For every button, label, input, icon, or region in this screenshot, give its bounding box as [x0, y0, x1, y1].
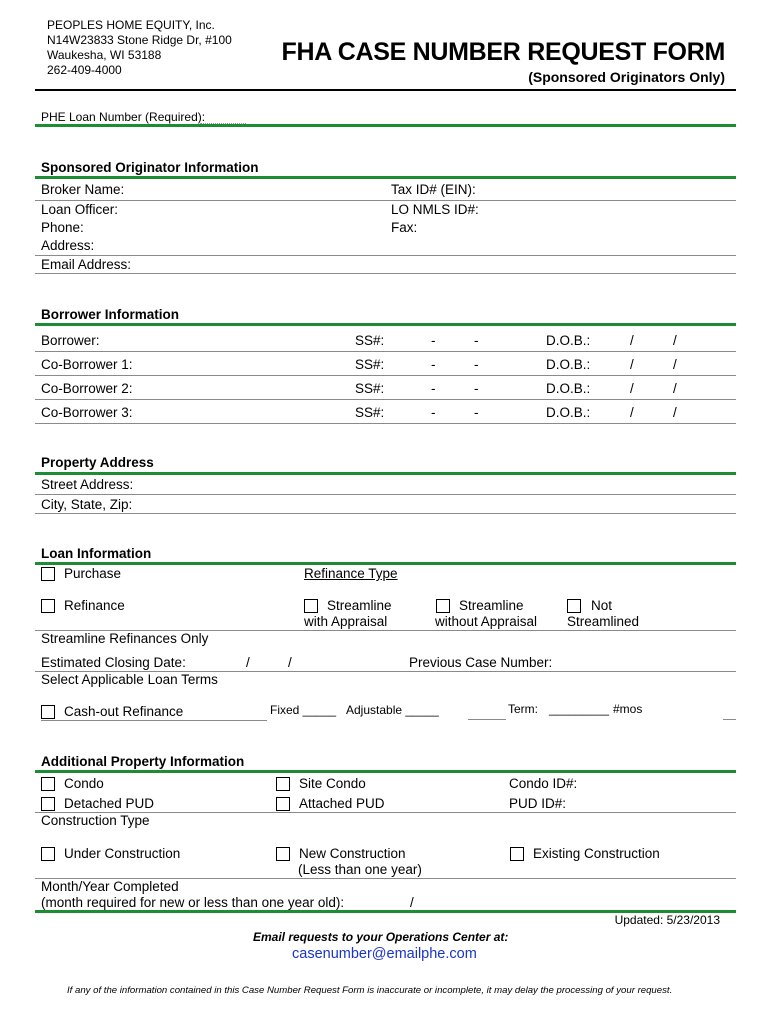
email-label: Email Address:: [41, 257, 132, 272]
month-required-label: (month required for new or less than one year old):: [41, 895, 345, 910]
loan-heading: Loan Information: [41, 546, 152, 561]
dob-slash: /: [673, 405, 677, 420]
divider: [35, 124, 736, 127]
construction-type-label: Construction Type: [41, 813, 150, 828]
row-line: [468, 719, 506, 720]
purchase-label: Purchase: [64, 566, 122, 581]
not-streamlined-label: Not: [591, 598, 613, 613]
dob-slash: /: [673, 333, 677, 348]
loan-number-label: PHE Loan Number (Required):: [41, 110, 206, 124]
ss-label: SS#:: [355, 333, 385, 348]
date-slash: /: [288, 655, 292, 670]
dob-label: D.O.B.:: [546, 381, 591, 396]
row-line: [35, 671, 736, 672]
closing-date-label: Estimated Closing Date:: [41, 655, 186, 670]
dob-slash: /: [630, 405, 634, 420]
existing-construction-checkbox[interactable]: [510, 847, 524, 861]
new-construction-checkbox[interactable]: [276, 847, 290, 861]
streamline-with-appraisal-label: Streamline: [327, 598, 392, 613]
updated-date: Updated: 5/23/2013: [614, 913, 720, 927]
row-line: [35, 255, 736, 256]
dob-slash: /: [630, 357, 634, 372]
loan-officer-label: Loan Officer:: [41, 202, 119, 217]
adjustable-label: Adjustable _____: [346, 703, 439, 717]
streamline-without-appraisal-label: Streamline: [459, 598, 524, 613]
condo-id-label: Condo ID#:: [509, 776, 578, 791]
row-line: [35, 273, 736, 274]
divider: [35, 176, 736, 179]
existing-construction-label: Existing Construction: [533, 846, 660, 861]
row-line: [41, 720, 267, 721]
form-title: FHA CASE NUMBER REQUEST FORM: [281, 38, 725, 66]
streamline-without-appraisal-checkbox[interactable]: [436, 599, 450, 613]
email-request-label: Email requests to your Operations Center at:: [253, 930, 509, 944]
additional-heading: Additional Property Information: [41, 754, 245, 769]
purchase-checkbox[interactable]: [41, 567, 55, 581]
company-name: PEOPLES HOME EQUITY, Inc.: [47, 18, 215, 32]
term-label: Term:: [508, 702, 538, 716]
row-line: [35, 375, 736, 376]
refinance-label: Refinance: [64, 598, 125, 613]
term-blank[interactable]: _________: [549, 702, 610, 716]
dob-slash: /: [673, 381, 677, 396]
row-line: [35, 494, 736, 495]
ss-dash: -: [474, 357, 479, 372]
fixed-label: Fixed _____: [270, 703, 337, 717]
form-subtitle: (Sponsored Originators Only): [528, 69, 725, 85]
ss-label: SS#:: [355, 405, 385, 420]
dob-slash: /: [630, 381, 634, 396]
streamline-with-appraisal-label-2: with Appraisal: [304, 614, 388, 629]
fax-label: Fax:: [391, 220, 418, 235]
email-link[interactable]: casenumber@emailphe.com: [292, 946, 477, 962]
divider: [35, 323, 736, 326]
dob-slash: /: [630, 333, 634, 348]
ss-dash: -: [474, 381, 479, 396]
refinance-type-label: Refinance Type: [304, 566, 398, 581]
ss-dash: -: [474, 405, 479, 420]
address-label: Address:: [41, 238, 95, 253]
ss-label: SS#:: [355, 357, 385, 372]
new-construction-label: New Construction: [299, 846, 406, 861]
co-borrower-3-label: Co-Borrower 3:: [41, 405, 133, 420]
borrower-label: Borrower:: [41, 333, 100, 348]
streamline-only-label: Streamline Refinances Only: [41, 631, 209, 646]
header-divider: [35, 89, 736, 91]
company-city: Waukesha, WI 53188: [47, 48, 162, 62]
loan-terms-label: Select Applicable Loan Terms: [41, 672, 218, 687]
dob-slash: /: [673, 357, 677, 372]
ss-label: SS#:: [355, 381, 385, 396]
ss-dash: -: [431, 333, 436, 348]
detached-pud-label: Detached PUD: [64, 796, 155, 811]
site-condo-label: Site Condo: [299, 776, 366, 791]
not-streamlined-checkbox[interactable]: [567, 599, 581, 613]
ss-dash: -: [431, 381, 436, 396]
condo-checkbox[interactable]: [41, 777, 55, 791]
tax-id-label: Tax ID# (EIN):: [391, 182, 476, 197]
streamline-without-appraisal-label-2: without Appraisal: [435, 614, 538, 629]
divider: [35, 562, 736, 565]
date-slash: /: [246, 655, 250, 670]
new-construction-label-2: (Less than one year): [298, 862, 422, 877]
dob-label: D.O.B.:: [546, 333, 591, 348]
phone-label: Phone:: [41, 220, 84, 235]
attached-pud-checkbox[interactable]: [276, 797, 290, 811]
broker-name-label: Broker Name:: [41, 182, 125, 197]
previous-case-label: Previous Case Number:: [409, 655, 553, 670]
row-line: [35, 351, 736, 352]
row-line: [35, 399, 736, 400]
not-streamlined-label-2: Streamlined: [567, 614, 640, 629]
nmls-label: LO NMLS ID#:: [391, 202, 479, 217]
cashout-label: Cash-out Refinance: [64, 704, 184, 719]
dob-label: D.O.B.:: [546, 357, 591, 372]
cashout-checkbox[interactable]: [41, 705, 55, 719]
condo-label: Condo: [64, 776, 104, 791]
city-state-zip-label: City, State, Zip:: [41, 497, 133, 512]
under-construction-label: Under Construction: [64, 846, 181, 861]
ss-dash: -: [431, 405, 436, 420]
pud-id-label: PUD ID#:: [509, 796, 567, 811]
mos-label: #mos: [613, 702, 643, 716]
divider: [35, 770, 736, 773]
attached-pud-label: Attached PUD: [299, 796, 385, 811]
company-street: N14W23833 Stone Ridge Dr, #100: [47, 33, 232, 47]
row-line: [35, 513, 736, 514]
row-line: [35, 200, 736, 201]
co-borrower-1-label: Co-Borrower 1:: [41, 357, 133, 372]
month-year-label: Month/Year Completed: [41, 879, 179, 894]
borrower-heading: Borrower Information: [41, 307, 180, 322]
divider: [35, 472, 736, 475]
property-heading: Property Address: [41, 455, 154, 470]
site-condo-checkbox[interactable]: [276, 777, 290, 791]
streamline-with-appraisal-checkbox[interactable]: [304, 599, 318, 613]
originator-heading: Sponsored Originator Information: [41, 160, 259, 175]
dob-label: D.O.B.:: [546, 405, 591, 420]
refinance-checkbox[interactable]: [41, 599, 55, 613]
street-address-label: Street Address:: [41, 477, 134, 492]
month-year-slash: /: [410, 895, 414, 910]
disclaimer: If any of the information contained in this Case Number Request Form is inaccurate or incomplete, it may delay the processing of your request.: [67, 985, 673, 996]
company-phone: 262-409-4000: [47, 63, 122, 77]
row-line: [723, 719, 736, 720]
co-borrower-2-label: Co-Borrower 2:: [41, 381, 133, 396]
row-line: [35, 423, 736, 424]
ss-dash: -: [431, 357, 436, 372]
detached-pud-checkbox[interactable]: [41, 797, 55, 811]
under-construction-checkbox[interactable]: [41, 847, 55, 861]
ss-dash: -: [474, 333, 479, 348]
